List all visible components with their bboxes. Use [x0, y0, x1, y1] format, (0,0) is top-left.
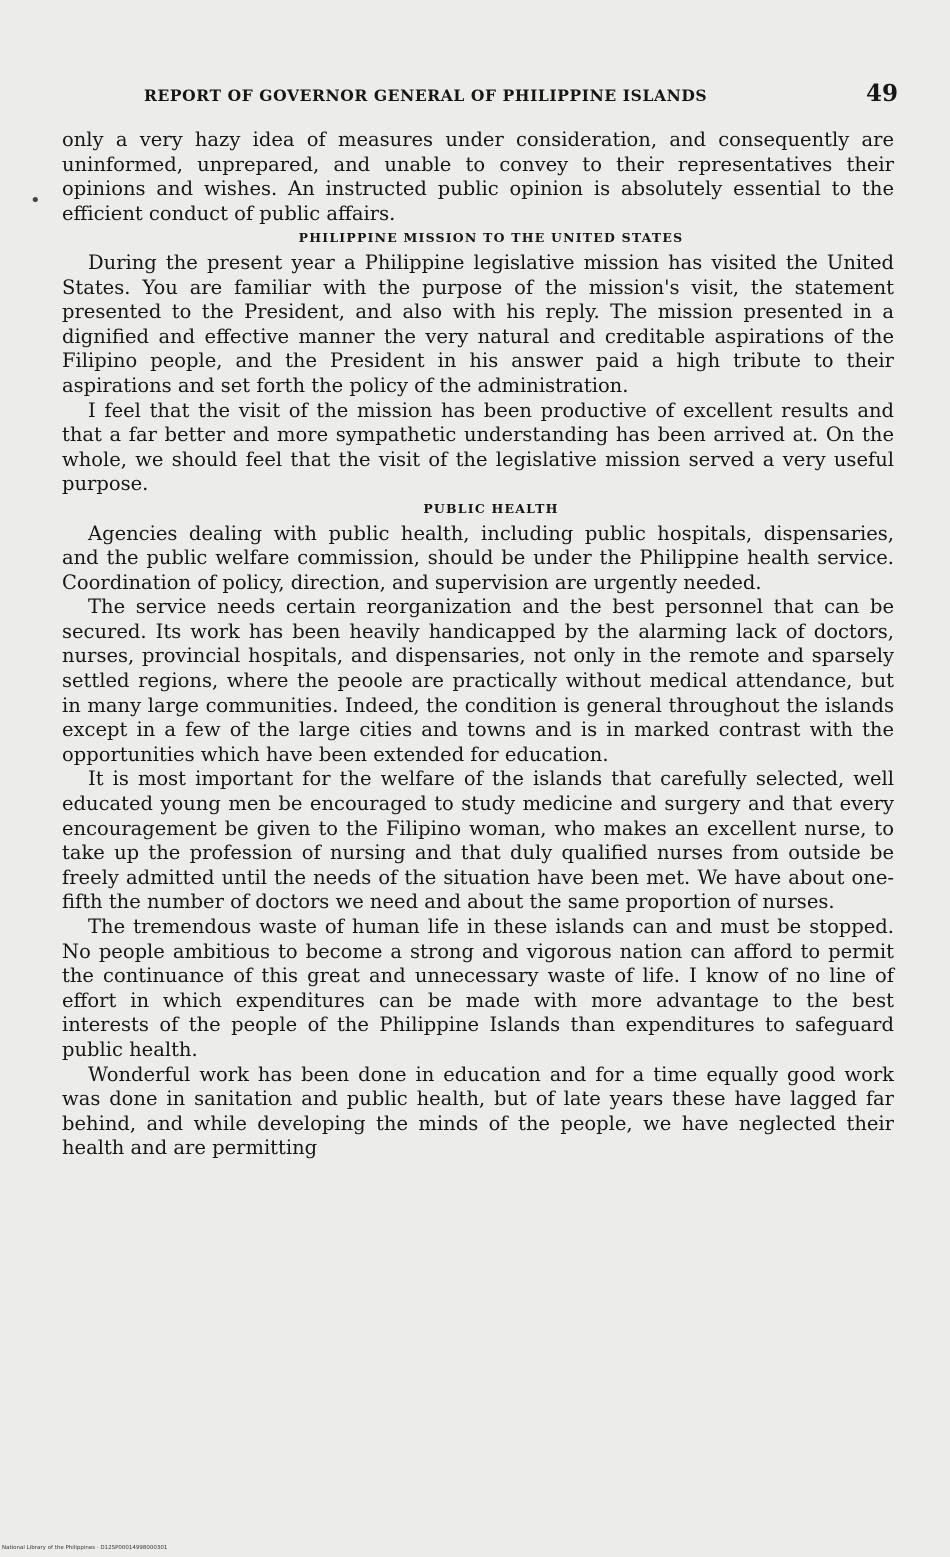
- paragraph-continued: only a very hazy idea of measures under consideration, and consequently are uninformed, unprepared, and unable to convey to their representatives their opinions and wishes. An instructed public opinion is absolutely essential to the efficient conduct of public affairs.: [62, 128, 894, 225]
- paragraph-waste-of-life: The tremendous waste of human life in these islands can and must be stopped. No people ambitious to become a strong and vigorous nation can afford to permit the continuance of this great and unnecessary waste of life. I know of no line of effort in which expenditures can be made with more advantage to the best interests of the people of the Philippine Islands than expenditures to safeguard public health.: [62, 915, 894, 1061]
- scan-credit: National Library of the Philippines · D12SP00014998000301: [2, 1545, 168, 1551]
- section-heading-mission: PHILIPPINE MISSION TO THE UNITED STATES: [298, 230, 684, 246]
- margin-mark: •: [30, 190, 41, 211]
- page-number: 49: [865, 80, 898, 107]
- running-head: REPORT OF GOVERNOR GENERAL OF PHILIPPINE ISLANDS: [144, 86, 708, 105]
- section-heading-public-health: PUBLIC HEALTH: [423, 500, 559, 516]
- paragraph-health-agencies: Agencies dealing with public health, including public hospitals, dispensaries, and the public welfare commission, should be under the Philippine health service. Coordination of policy, direction, and supervision are urgently needed.: [62, 521, 894, 594]
- page-header: [62, 82, 898, 108]
- paragraph-mission-visit: During the present year a Philippine legislative mission has visited the United States. You are familiar with the purpose of the mission's visit, the statement presented to the President, and also with his reply. The mission presented in a dignified and effective manner the very natural and creditable aspirations of the Filipino people, and the President in his answer paid a high tribute to their aspirations and set forth the policy of the administration.: [62, 250, 894, 397]
- paragraph-health-service: The service needs certain reorganization and the best personnel that can be secured. Its work has been heavily handicapped by the alarming lack of doctors, nurses, provincial hospitals, and dispensaries, not only in the remote and sparsely settled regions, where the peoole are practically without medical attendance, but in many large communities. Indeed, the condition is general throughout the islands except in a few of the large cities and towns and is in marked contrast with the opportunities which have been extended for education.: [62, 595, 894, 766]
- page-body: [62, 128, 894, 1161]
- paragraph-health-education: It is most important for the welfare of the islands that carefully selected, well educated young men be encouraged to study medicine and surgery and that every encouragement be given to the Filipino woman, who makes an excellent nurse, to take up the profession of nursing and that duly qualified nurses from outside be freely admitted until the needs of the situation have been met. We have about one-fifth the number of doctors we need and about the same proportion of nurses.: [62, 767, 894, 914]
- paragraph-mission-results: I feel that the visit of the mission has been productive of excellent results and that a far better and more sympathetic understanding has been arrived at. On the whole, we should feel that the visit of the legislative mission served a very useful purpose.: [62, 398, 894, 496]
- paragraph-education-sanitation: Wonderful work has been done in education and for a time equally good work was done in sanitation and public health, but of late years these have lagged far behind, and while developing the minds of the people, we have neglected their health and are permitting: [62, 1062, 894, 1160]
